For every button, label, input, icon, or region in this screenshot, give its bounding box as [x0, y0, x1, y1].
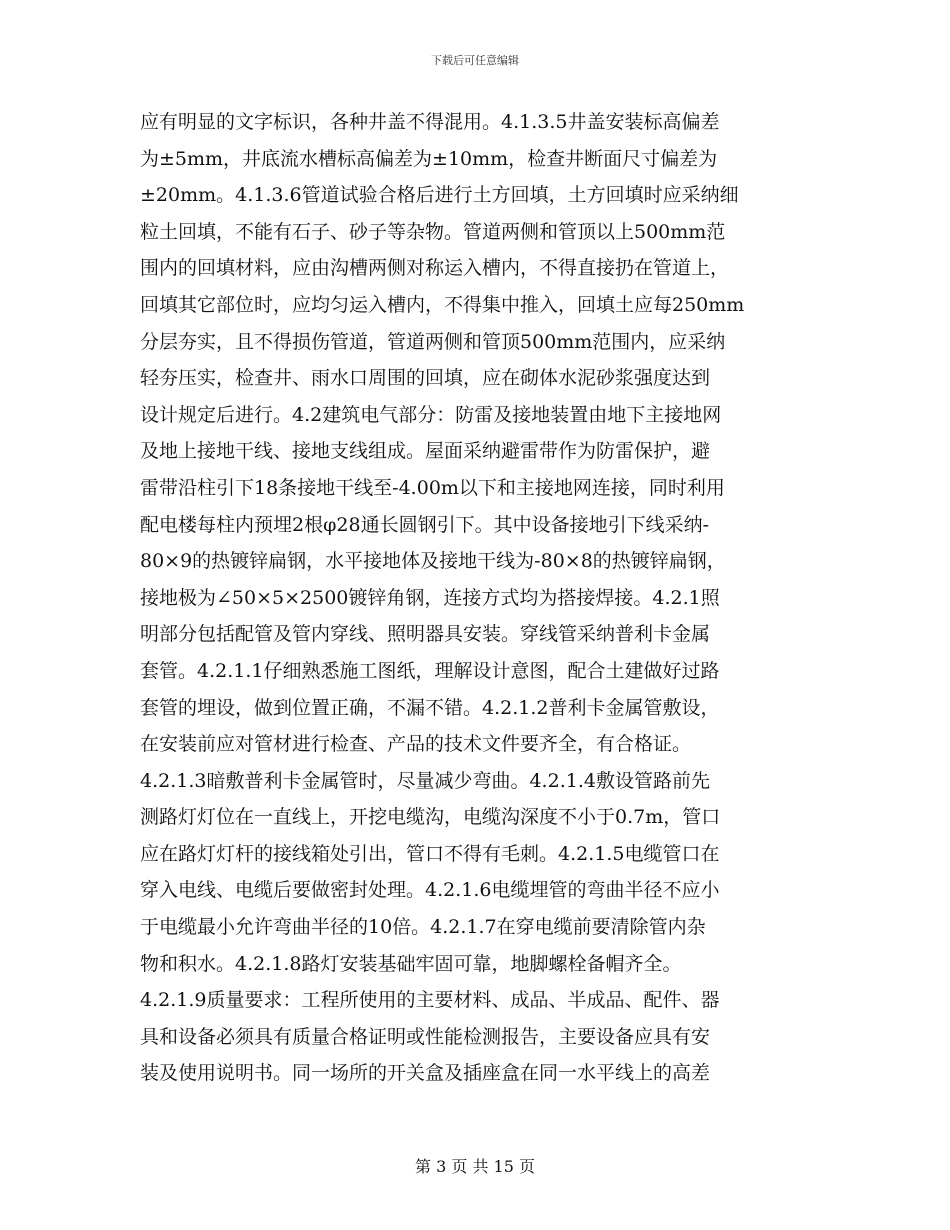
text-line: 装及使用说明书。同一场所的开关盒及插座盒在同一水平线上的高差	[140, 1062, 711, 1085]
page-header-note: 下载后可任意编辑	[431, 54, 519, 67]
text-line: 测路灯灯位在一直线上，开挖电缆沟，电缆沟深度不小于0.7m，管口	[140, 806, 721, 829]
text-line: 接地极为∠50×5×2500镀锌角钢，连接方式均为搭接焊接。4.2.1照	[140, 586, 720, 609]
text-line: 套管的埋设，做到位置正确，不漏不错。4.2.1.2普利卡金属管敷设，	[140, 696, 720, 719]
text-line: 于电缆最小允许弯曲半径的10倍。4.2.1.7在穿电缆前要清除管内杂	[140, 916, 706, 939]
text-line: 4.2.1.3暗敷普利卡金属管时，尽量减少弯曲。4.2.1.4敷设管路前先	[140, 769, 710, 792]
text-line: 80×9的热镀锌扁钢，水平接地体及接地干线为-80×8的热镀锌扁钢，	[140, 550, 726, 573]
text-line: 轻夯压实，检查井、雨水口周围的回填，应在砌体水泥砂浆强度达到	[140, 367, 711, 390]
text-line: 在安装前应对管材进行检查、产品的技术文件要齐全，有合格证。	[140, 733, 692, 756]
text-line: 设计规定后进行。4.2建筑电气部分：防雷及接地装置由地下主接地网	[140, 403, 722, 426]
text-line: 回填其它部位时，应均匀运入槽内，不得集中推入，回填土应每250mm	[140, 293, 745, 316]
text-line: 分层夯实，且不得损伤管道，管道两侧和管顶500mm范围内，应采纳	[140, 330, 726, 353]
text-line: 具和设备必须具有质量合格证明或性能检测报告，主要设备应具有安	[140, 1025, 711, 1048]
text-line: 穿入电线、电缆后要做密封处理。4.2.1.6电缆埋管的弯曲半径不应小	[140, 879, 720, 902]
text-line: 为±5mm，井底流水槽标高偏差为±10mm，检查井断面尺寸偏差为	[140, 147, 718, 170]
text-line: 雷带沿柱引下18条接地干线至-4.00m以下和主接地网连接，同时利用	[140, 476, 725, 499]
text-line: 物和积水。4.2.1.8路灯安装基础牢固可靠，地脚螺栓备帽齐全。	[140, 952, 682, 975]
text-line: 应在路灯灯杆的接线箱处引出，管口不得有毛刺。4.2.1.5电缆管口在	[140, 842, 720, 865]
text-line: 套管。4.2.1.1仔细熟悉施工图纸，理解设计意图，配合土建做好过路	[140, 659, 720, 682]
text-line: 配电楼每柱内预埋2根φ28通长圆钢引下。其中设备接地引下线采纳-	[140, 513, 709, 536]
text-line: 4.2.1.9质量要求：工程所使用的主要材料、成品、半成品、配件、器	[140, 989, 720, 1012]
document-body	[140, 104, 820, 1092]
text-line: 围内的回填材料，应由沟槽两侧对称运入槽内，不得直接扔在管道上，	[140, 257, 730, 280]
text-line: 应有明显的文字标识，各种井盖不得混用。4.1.3.5井盖安装标高偏差	[140, 111, 720, 133]
page-number: 第 3 页 共 15 页	[415, 1157, 535, 1176]
text-line: ±20mm。4.1.3.6管道试验合格后进行土方回填，土方回填时应采纳细	[140, 184, 739, 207]
text-line: 及地上接地干线、接地支线组成。屋面采纳避雷带作为防雷保护，避	[140, 440, 711, 463]
text-line: 明部分包括配管及管内穿线、照明器具安装。穿线管采纳普利卡金属	[140, 623, 711, 646]
text-line: 粒土回填，不能有石子、砂子等杂物。管道两侧和管顶以上500mm范	[140, 220, 726, 243]
